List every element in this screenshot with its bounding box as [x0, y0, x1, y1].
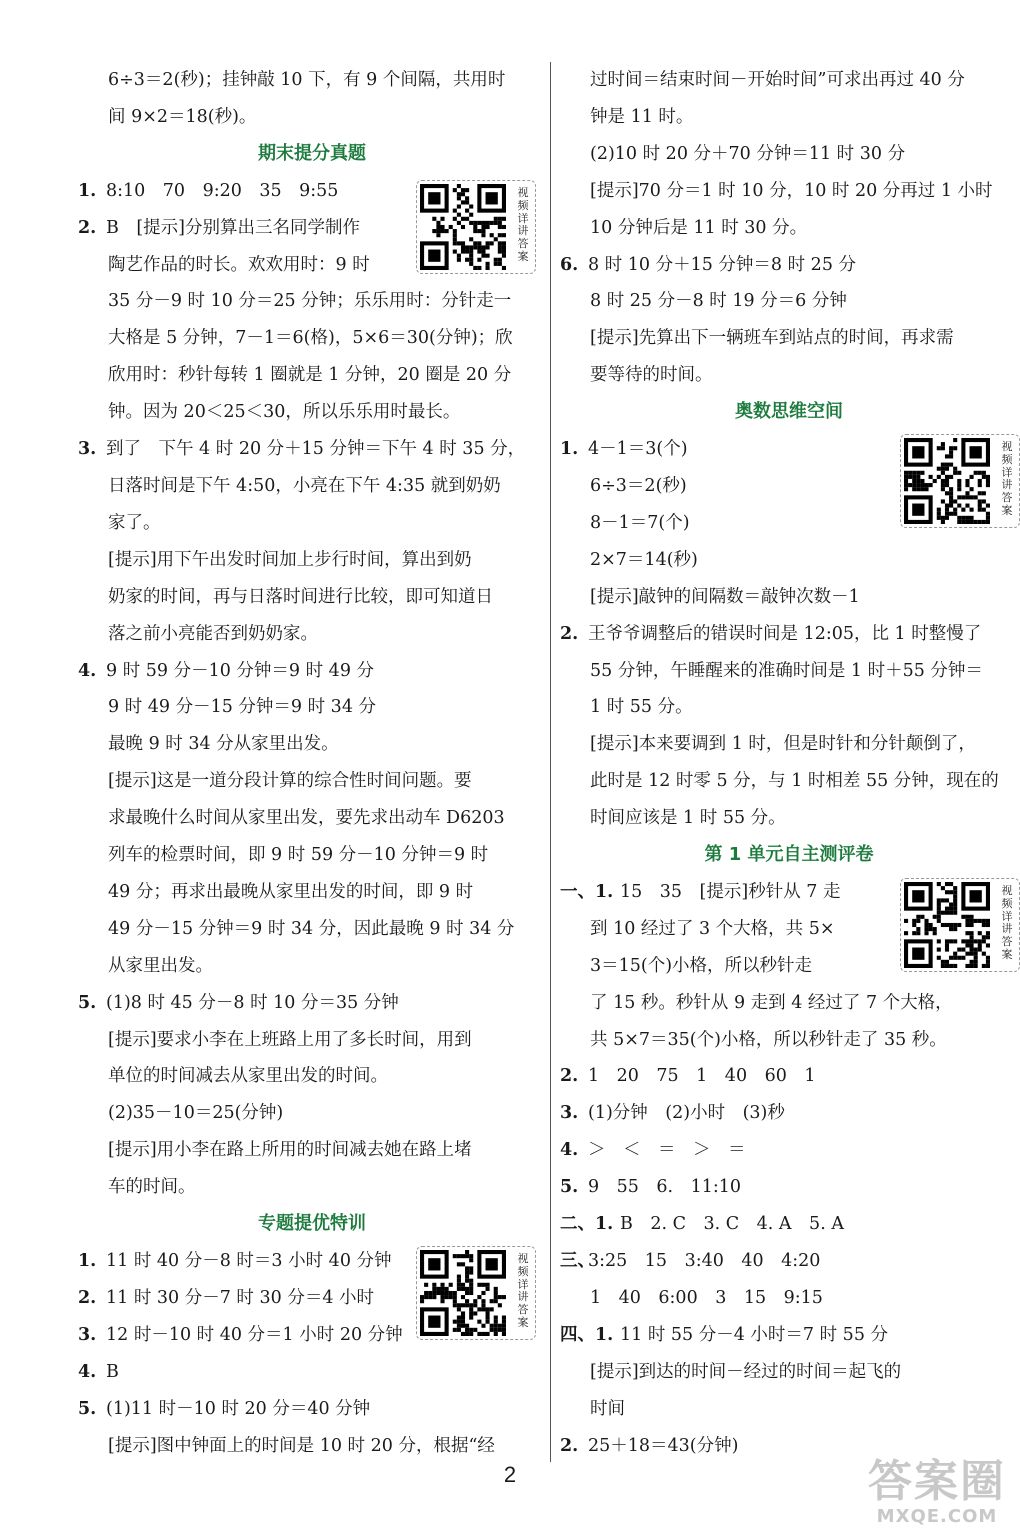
answer-text: [提示]敲钟的间隔数＝敲钟次数－1: [590, 586, 860, 607]
answer-line: [78, 1132, 546, 1169]
answer-text: 大格是 5 分钟，7－1＝6(格)，5×6＝30(分钟)；欣: [108, 328, 513, 349]
right-column: [560, 62, 1018, 1464]
question-number: 1.: [78, 180, 97, 201]
answer-line: [78, 283, 546, 320]
answer-text: [提示]70 分＝1 时 10 分，10 时 20 分再过 1 小时: [590, 180, 993, 201]
answer-text: 日落时间是下午 4:50，小亮在下午 4:35 就到奶奶: [108, 475, 501, 496]
answer-text: 时间: [590, 1398, 625, 1419]
answer-text: 单位的时间减去从家里出发的时间。: [108, 1066, 388, 1087]
answer-text: 钟。因为 20＜25＜30，所以乐乐用时最长。: [108, 402, 461, 423]
answer-line: [560, 1132, 1018, 1169]
question-number: 4.: [78, 660, 97, 681]
column-divider: [550, 62, 551, 1462]
answer-line: [560, 320, 1018, 357]
answer-line: [560, 357, 1018, 394]
answer-text: 从家里出发。: [108, 955, 213, 976]
answer-text: [提示]先算出下一辆班车到站点的时间，再求需: [590, 328, 954, 349]
answer-text: 11 时 40 分－8 时＝3 小时 40 分钟: [106, 1251, 392, 1271]
answer-line: [78, 505, 546, 542]
answer-text: 8 时 10 分＋15 分钟＝8 时 25 分: [588, 254, 857, 275]
answer-line: [78, 985, 546, 1022]
answer-line: [560, 726, 1018, 763]
answer-line: [560, 136, 1018, 173]
answer-line: [78, 1354, 546, 1391]
answer-text: 共 5×7＝35(个)小格，所以秒针走了 35 秒。: [590, 1029, 947, 1050]
question-number: 二、1.: [560, 1214, 614, 1235]
answer-line: [560, 1391, 1018, 1428]
answer-line: [78, 1428, 546, 1465]
answer-line: [560, 1243, 1018, 1280]
answer-line: [78, 579, 546, 616]
question-number: 2.: [78, 1287, 97, 1308]
answer-text: 1 40 6:00 3 15 9:15: [590, 1287, 823, 1308]
answer-text: 9 时 49 分－15 分钟＝9 时 34 分: [108, 697, 377, 718]
answer-line: [78, 1169, 546, 1206]
watermark-logo-text: 答案圈: [868, 1456, 1006, 1507]
answer-text: 时间应该是 1 时 55 分。: [590, 808, 786, 829]
answer-text: (2)35－10＝25(分钟): [108, 1103, 284, 1124]
answer-line: [560, 763, 1018, 800]
answer-text: 6÷3＝2(秒)；挂钟敲 10 下，有 9 个间隔，共用时: [108, 70, 506, 90]
answer-text: 落之前小亮能否到奶奶家。: [108, 623, 318, 644]
answer-text: [提示]图中钟面上的时间是 10 时 20 分，根据“经: [108, 1435, 495, 1456]
answer-line: [560, 689, 1018, 726]
answer-line: [78, 689, 546, 726]
answer-text: 3:25 15 3:40 40 4:20: [588, 1251, 821, 1271]
answer-text: 6÷3＝2(秒): [590, 475, 687, 496]
answer-line: [78, 357, 546, 394]
answer-text: [提示]到达的时间－经过的时间＝起飞的: [590, 1361, 902, 1382]
answer-text: 列车的检票时间，即 9 时 59 分－10 分钟＝9 时: [108, 845, 489, 866]
answer-line: [78, 911, 546, 948]
answer-text: 王爷爷调整后的错误时间是 12:05，比 1 时整慢了: [588, 623, 982, 644]
answer-text: 11 时 30 分－7 时 30 分＝4 小时: [106, 1287, 375, 1308]
answer-line: [560, 1169, 1018, 1206]
answer-text: 49 分；再求出最晚从家里出发的时间，即 9 时: [108, 881, 474, 902]
question-number: 5.: [78, 992, 97, 1013]
answer-line: [560, 62, 1018, 99]
answer-text: 陶艺作品的时长。欢欢用时：9 时: [108, 254, 370, 275]
answer-text: 12 时－10 时 40 分＝1 小时 20 分钟: [106, 1324, 403, 1345]
question-number: 3.: [78, 439, 97, 460]
qr-code-3[interactable]: 视频详讲答案: [900, 878, 1020, 972]
qr-code-1[interactable]: 视频详讲答案: [416, 180, 536, 274]
question-number: 5.: [78, 1398, 97, 1419]
answer-text: 9 时 59 分－10 分钟＝9 时 49 分: [106, 660, 375, 681]
answer-line: [560, 579, 1018, 616]
answer-text: (1)分钟 (2)小时 (3)秒: [588, 1103, 785, 1124]
answer-text: 车的时间。: [108, 1177, 196, 1198]
watermark-logo: [868, 1458, 1006, 1527]
question-number: 四、1.: [560, 1324, 614, 1345]
question-number: 6.: [560, 254, 579, 275]
answer-line: [78, 653, 546, 690]
answer-line: [560, 210, 1018, 247]
answer-text: 家了。: [108, 512, 161, 533]
answer-line: [560, 283, 1018, 320]
answer-text: [提示]用下午出发时间加上步行时间，算出到奶: [108, 549, 472, 570]
answer-text: (2)10 时 20 分＋70 分钟＝11 时 30 分: [590, 143, 906, 164]
answer-text: 4－1＝3(个): [588, 439, 688, 460]
question-number: 3.: [78, 1324, 97, 1345]
qr-code-4[interactable]: 视频详讲答案: [416, 1246, 536, 1340]
answer-line: [560, 1280, 1018, 1317]
section-heading: 奥数思维空间: [735, 401, 843, 423]
question-number: 2.: [560, 1066, 579, 1087]
answer-text: 奶家的时间，再与日落时间进行比较，即可知道日: [108, 586, 493, 607]
answer-line: [560, 1206, 1018, 1243]
answer-line: [560, 616, 1018, 653]
answer-line: [78, 62, 546, 99]
answer-line: [78, 726, 546, 763]
answer-text: 10 分钟后是 11 时 30 分。: [590, 217, 808, 238]
section-heading: 第 1 单元自主测评卷: [704, 844, 874, 866]
answer-text: 了 15 秒。秒针从 9 走到 4 经过了 7 个大格，: [590, 992, 953, 1013]
answer-text: 55 分钟，午睡醒来的准确时间是 1 时＋55 分钟＝: [590, 660, 983, 681]
answer-text: 1 20 75 1 40 60 1: [588, 1066, 816, 1087]
question-number: 一、1.: [560, 881, 614, 902]
answer-line: [78, 542, 546, 579]
qr-code-2[interactable]: 视频详讲答案: [900, 434, 1020, 528]
answer-text: 11 时 55 分－4 小时＝7 时 55 分: [620, 1324, 889, 1345]
answer-line: [78, 320, 546, 357]
answer-text: B 2. C 3. C 4. A 5. A: [620, 1214, 844, 1235]
answer-text: [提示]要求小李在上班路上用了多长时间，用到: [108, 1029, 472, 1050]
question-number: 2.: [560, 623, 579, 644]
answer-line: [560, 800, 1018, 837]
answer-line: [560, 1022, 1018, 1059]
answer-text: 到 10 经过了 3 个大格，共 5×: [590, 918, 835, 939]
answer-text: 49 分－15 分钟＝9 时 34 分，因此最晚 9 时 34 分: [108, 918, 515, 939]
question-number: 三、: [560, 1251, 595, 1271]
answer-line: [78, 1391, 546, 1428]
answer-text: 25＋18＝43(分钟): [588, 1435, 739, 1456]
answer-text: B: [106, 1361, 119, 1382]
question-number: 4.: [560, 1140, 579, 1161]
answer-line: [78, 99, 546, 136]
question-number: 2.: [560, 1435, 579, 1456]
question-number: 1.: [560, 439, 579, 460]
answer-text: 过时间＝结束时间－开始时间”可求出再过 40 分: [590, 70, 965, 90]
answer-text: (1)11 时－10 时 20 分＝40 分钟: [106, 1398, 371, 1419]
answer-text: 求最晚什么时间从家里出发，要先求出动车 D6203: [108, 808, 505, 829]
answer-line: [78, 1095, 546, 1132]
watermark-site: MXQE.COM: [876, 1506, 998, 1527]
answer-text: 1 时 55 分。: [590, 697, 693, 718]
answer-line: [560, 1317, 1018, 1354]
answer-line: [78, 431, 546, 468]
answer-text: 35 分－9 时 10 分＝25 分钟；乐乐用时：分针走一: [108, 291, 512, 312]
answer-line: [78, 468, 546, 505]
page-number: 2: [503, 1462, 517, 1487]
question-number: 5.: [560, 1177, 579, 1198]
answer-line: [78, 1058, 546, 1095]
answer-line: [78, 616, 546, 653]
answer-text: 8:10 70 9:20 35 9:55: [106, 180, 339, 201]
answer-line: [560, 99, 1018, 136]
answer-text: 8 时 25 分－8 时 19 分＝6 分钟: [590, 291, 847, 312]
answer-text: 最晚 9 时 34 分从家里出发。: [108, 734, 339, 755]
answer-line: [560, 653, 1018, 690]
answer-line: [78, 800, 546, 837]
question-number: 2.: [78, 217, 97, 238]
answer-text: [提示]这是一道分段计算的综合性时间问题。要: [108, 771, 472, 792]
answer-text: 间 9×2＝18(秒)。: [108, 106, 257, 127]
answer-text: ＞ ＜ ＝ ＞ ＝: [588, 1140, 746, 1161]
question-number: 1.: [78, 1251, 97, 1271]
answer-line: [560, 1354, 1018, 1391]
answer-text: 要等待的时间。: [590, 365, 713, 386]
answer-text: (1)8 时 45 分－8 时 10 分＝35 分钟: [106, 992, 399, 1013]
answer-text: 9 55 6. 11:10: [588, 1177, 742, 1198]
section-heading: 专题提优特训: [258, 1213, 366, 1235]
answer-line: [78, 948, 546, 985]
answer-text: 钟是 11 时。: [590, 106, 694, 127]
answer-text: 到了 下午 4 时 20 分＋15 分钟＝下午 4 时 35 分，: [106, 439, 526, 460]
answer-text: [提示]本来要调到 1 时，但是时针和分针颠倒了，: [590, 734, 976, 755]
answer-line: [560, 173, 1018, 210]
answer-text: 15 35 [提示]秒针从 7 走: [620, 881, 841, 902]
answer-line: [78, 1022, 546, 1059]
answer-text: 2×7＝14(秒): [590, 549, 698, 570]
answer-text: 3＝15(个)小格，所以秒针走: [590, 955, 813, 976]
answer-line: [78, 874, 546, 911]
answer-line: [560, 1095, 1018, 1132]
answer-text: 欣用时：秒针每转 1 圈就是 1 分钟，20 圈是 20 分: [108, 365, 512, 386]
answer-line: [560, 985, 1018, 1022]
question-number: 4.: [78, 1361, 97, 1382]
answer-line: [78, 837, 546, 874]
answer-line: [560, 247, 1018, 284]
answer-text: B [提示]分别算出三名同学制作: [106, 217, 361, 238]
section-heading: 期末提分真题: [258, 142, 366, 164]
answer-text: 8－1＝7(个): [590, 512, 690, 533]
answer-line: [560, 1058, 1018, 1095]
answer-line: [78, 394, 546, 431]
answer-text: 此时是 12 时零 5 分，与 1 时相差 55 分钟，现在的: [590, 771, 999, 792]
answer-line: [78, 763, 546, 800]
answer-line: [560, 542, 1018, 579]
question-number: 3.: [560, 1103, 579, 1124]
answer-text: [提示]用小李在路上所用的时间减去她在路上堵: [108, 1140, 472, 1161]
